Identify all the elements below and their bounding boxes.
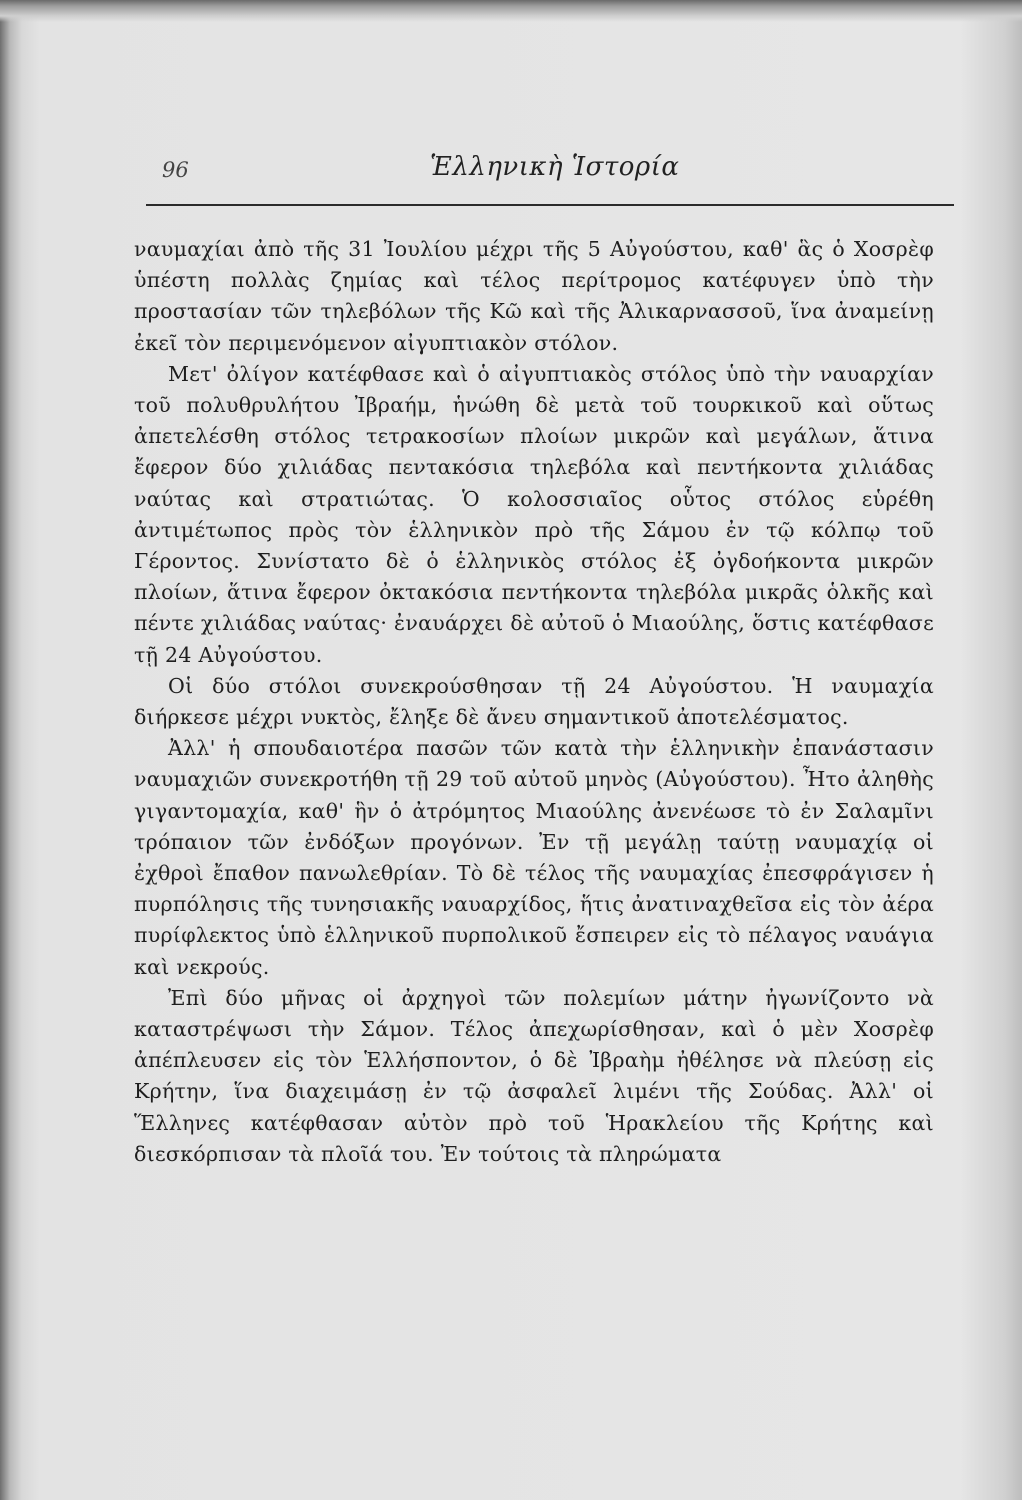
paragraph-2: Μετ' ὀλίγον κατέφθασε καὶ ὁ αἰγυπτιακὸς στόλος ὑπὸ τὴν ναυαρχίαν τοῦ πολυθρυλήτου Ἰβραήμ, ἡνώθη δὲ μετὰ τοῦ τουρκικοῦ καὶ οὕτως ἀπετελέσθη στόλος τετρακοσίων πλοίων μικρῶν καὶ μεγάλων, ἅτινα ἔφερον δύο χιλιάδας πεντακόσια τηλεβόλα καὶ πεντήκοντα χιλιάδας ναύτας καὶ στρατιώτας. Ὁ κολοσσιαῖος οὗτος στόλος εὑρέθη ἀντιμέτωπος πρὸς τὸν ἑλληνικὸν πρὸ τῆς Σάμου ἐν τῷ κόλπῳ τοῦ Γέροντος. Συνίστατο δὲ ὁ ἑλληνικὸς στόλος ἐξ ὀγδοήκοντα μικρῶν πλοίων, ἅτινα ἔφερον ὀκτακόσια πεντήκοντα τηλεβόλα μικρᾶς ὁλκῆς καὶ πέντε χιλιάδας ναύτας· ἐναυάρχει δὲ αὐτοῦ ὁ Μιαούλης, ὅστις κατέφθασε τῇ 24 Αὐγούστου. xyxy=(134,361,934,667)
body-text xyxy=(134,234,934,1170)
paragraph-4: Ἀλλ' ἡ σπουδαιοτέρα πασῶν τῶν κατὰ τὴν ἑλληνικὴν ἐπανάστασιν ναυμαχιῶν συνεκροτήθη τῇ 29 τοῦ αὐτοῦ μηνὸς (Αὐγούστου). Ἦτο ἀληθὴς γιγαντομαχία, καθ' ἣν ὁ ἀτρόμητος Μιαούλης ἀνενέωσε τὸ ἐν Σαλαμῖνι τρόπαιον τῶν ἐνδόξων προγόνων. Ἐν τῇ μεγάλῃ ταύτῃ ναυμαχίᾳ οἱ ἐχθροὶ ἔπαθον πανωλεθρίαν. Τὸ δὲ τέλος τῆς ναυμαχίας ἐπεσφράγισεν ἡ πυρπόλησις τῆς τυνησιακῆς ναυαρχίδος, ἥτις ἀνατιναχθεῖσα εἰς τὸν ἀέρα πυρίφλεκτος ὑπὸ ἑλληνικοῦ πυρπολικοῦ ἔσπειρεν εἰς τὸ πέλαγος ναυάγια καὶ νεκρούς. xyxy=(134,736,934,979)
page-header xyxy=(146,144,954,206)
paragraph-3: Οἱ δύο στόλοι συνεκρούσθησαν τῇ 24 Αὐγούστου. Ἡ ναυμαχία διήρκεσε μέχρι νυκτὸς, ἔληξε δὲ ἄνευ σημαντικοῦ ἀποτελέσματος. xyxy=(134,673,934,730)
running-title: Ἑλληνικὴ Ἱστορία xyxy=(430,152,680,182)
paragraph-5: Ἐπὶ δύο μῆνας οἱ ἀρχηγοὶ τῶν πολεμίων μάτην ἠγωνίζοντο νὰ καταστρέψωσι τὴν Σάμον. Τέλος ἀπεχωρίσθησαν, καὶ ὁ μὲν Χοσρὲφ ἀπέπλευσεν εἰς τὸν Ἑλλήσποντον, ὁ δὲ Ἰβραὴμ ἠθέλησε νὰ πλεύσῃ εἰς Κρήτην, ἵνα διαχειμάσῃ ἐν τῷ ἀσφαλεῖ λιμένι τῆς Σούδας. Ἀλλ' οἱ Ἕλληνες κατέφθασαν αὐτὸν πρὸ τοῦ Ἡρακλείου τῆς Κρήτης καὶ διεσκόρπισαν τὰ πλοῖά του. Ἐν τούτοις τὰ πληρώματα xyxy=(134,985,934,1166)
paragraph-1: ναυμαχίαι ἀπὸ τῆς 31 Ἰουλίου μέχρι τῆς 5 Αὐγούστου, καθ' ἃς ὁ Χοσρὲφ ὑπέστη πολλὰς ζημίας καὶ τέλος περίτρομος κατέφυγεν ὑπὸ τὴν προστασίαν τῶν τηλεβόλων τῆς Κῶ καὶ τῆς Ἀλικαρνασσοῦ, ἵνα ἀναμείνῃ ἐκεῖ τὸν περιμενόμενον αἰγυπτιακὸν στόλον. xyxy=(134,237,934,355)
book-page xyxy=(20,14,1020,1498)
page-number: 96 xyxy=(162,158,189,182)
